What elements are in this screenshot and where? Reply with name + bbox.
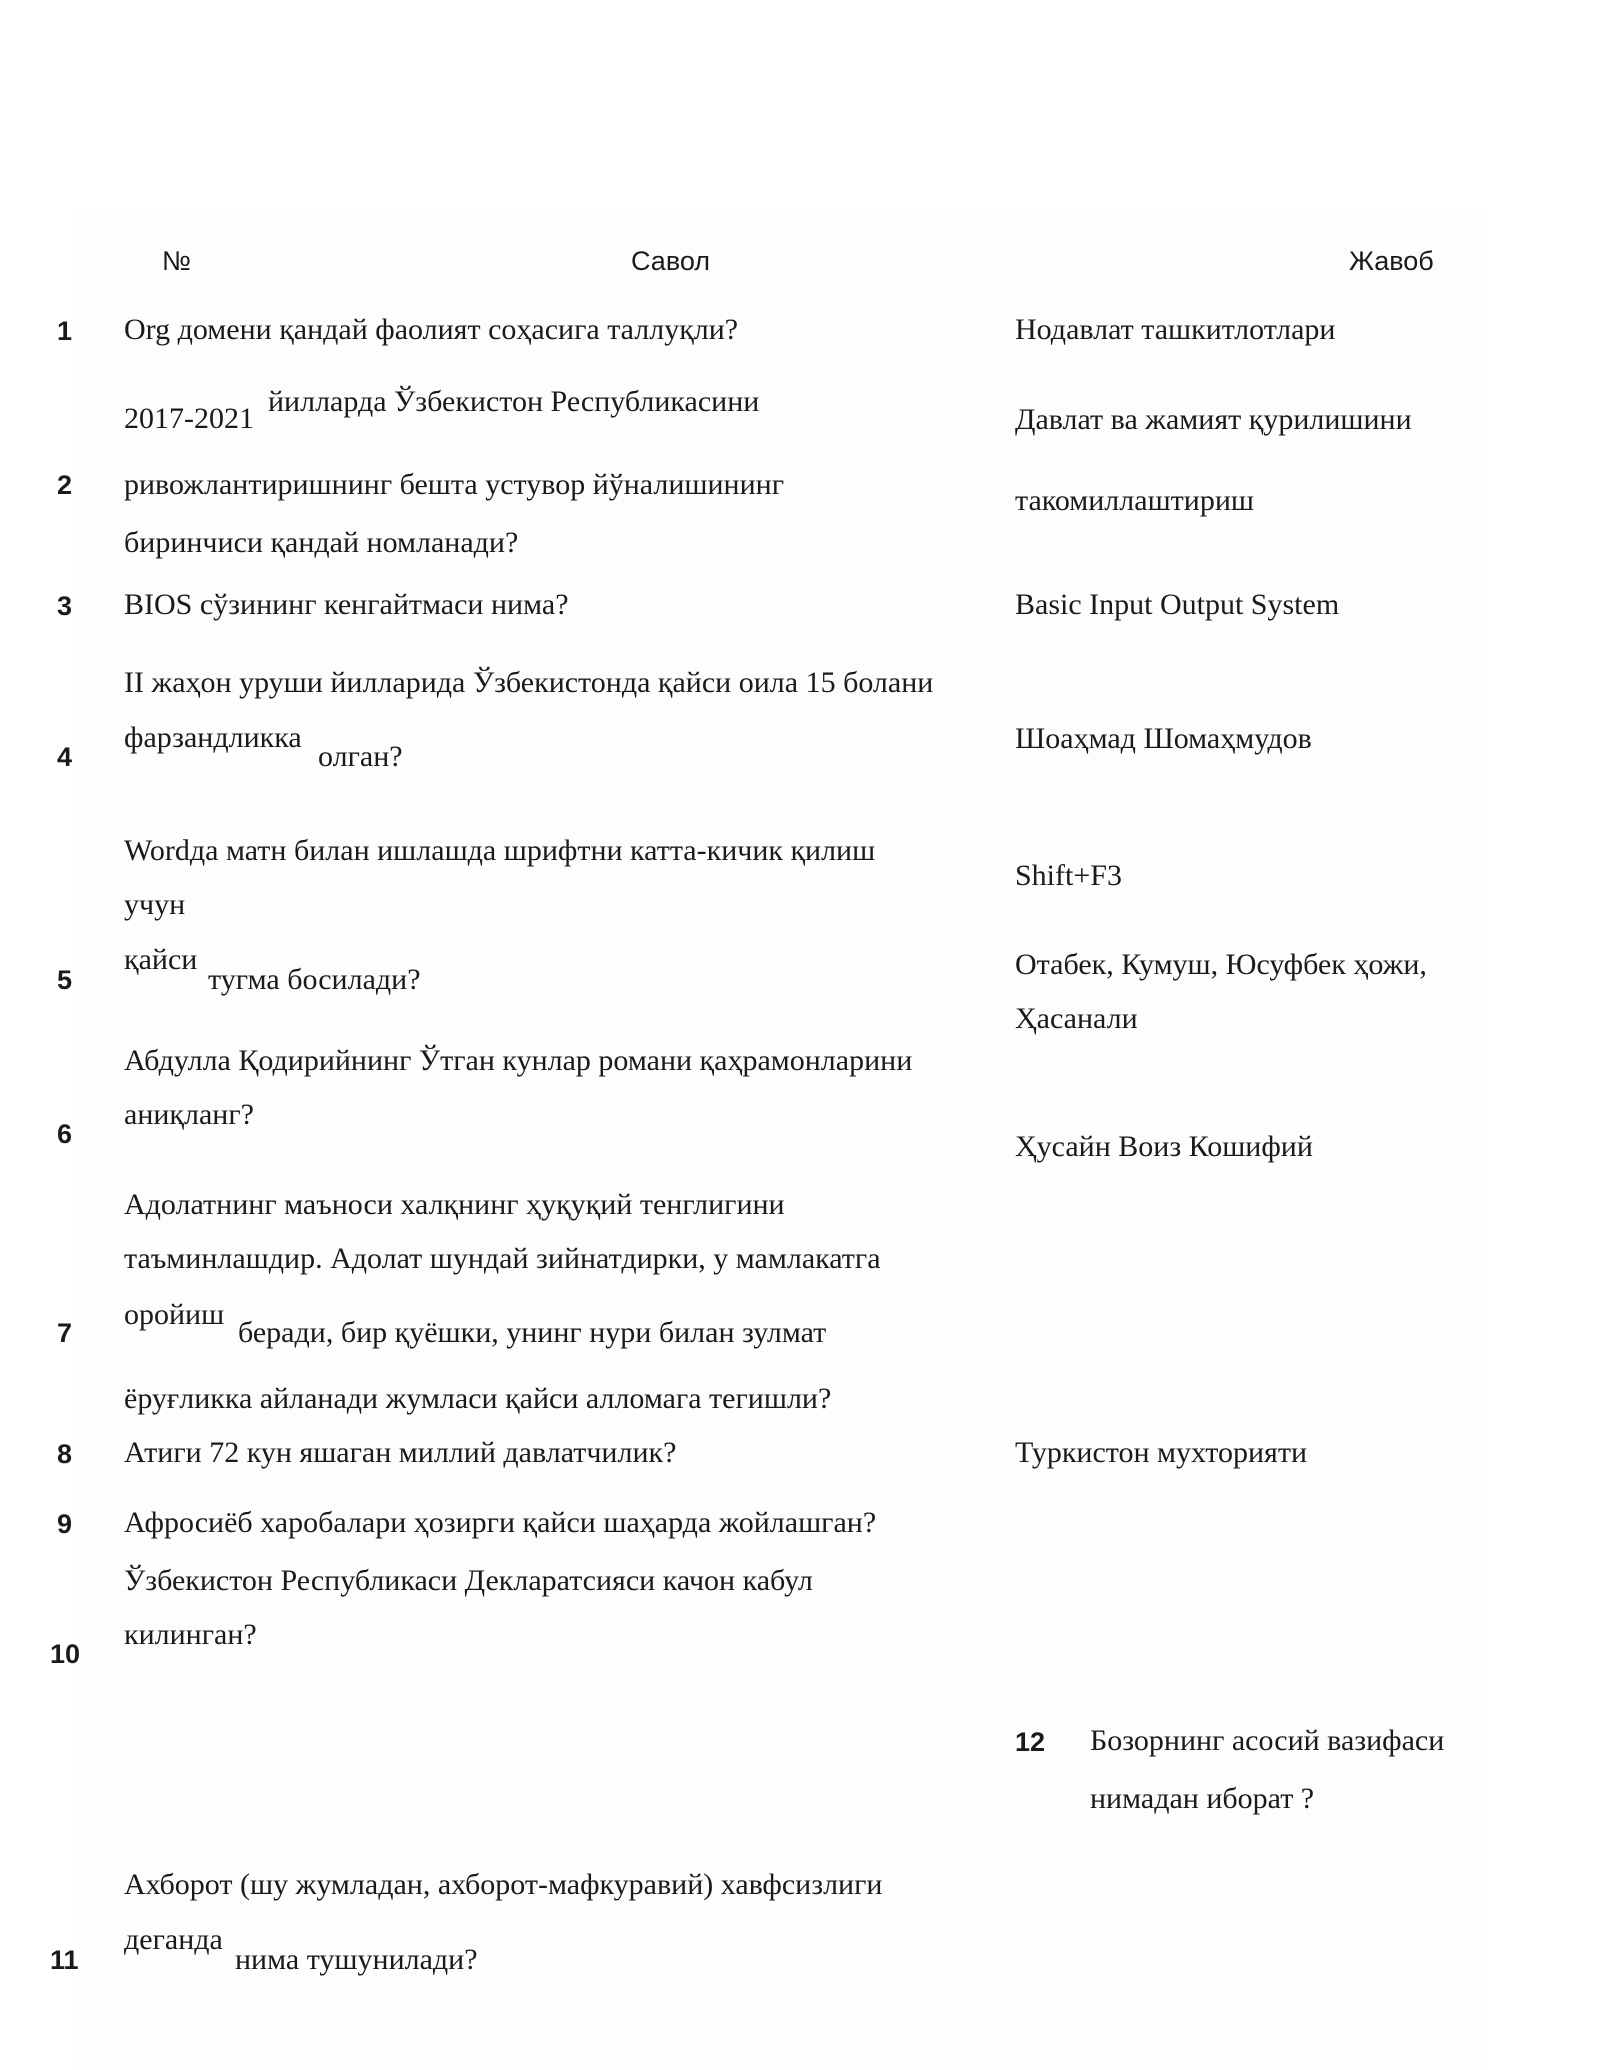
question-text: биринчиси қандай номланади? xyxy=(124,526,519,559)
question-text: Ахборот (шу жумладан, ахборот-мафкуравий) хавфсизлиги xyxy=(124,1868,883,1901)
answer-text: Шоаҳмад Шомаҳмудов xyxy=(1015,722,1312,755)
question-text: нимадан иборат ? xyxy=(1090,1782,1315,1815)
question-text: тугма босилади? xyxy=(208,963,421,996)
question-text: ривожлантиришнинг бешта устувор йўналишининг xyxy=(124,468,785,501)
question-text: Атиги 72 кун яшаган миллий давлатчилик? xyxy=(124,1436,677,1469)
row-number: 12 xyxy=(1015,1727,1046,1757)
answer-text: Ҳусайн Воиз Кошифий xyxy=(1015,1130,1313,1163)
answer-text: Давлат ва жамият қурилишини xyxy=(1015,403,1412,436)
question-text: йилларда Ўзбекистон Республикасини xyxy=(268,385,760,418)
question-text: Org домени қандай фаолият соҳасига таллуқли? xyxy=(124,313,739,346)
answer-text: Shift+F3 xyxy=(1015,859,1122,892)
question-text: нима тушунилади? xyxy=(235,1943,478,1976)
answer-text: Basic Input Output System xyxy=(1015,588,1340,621)
question-text: олган? xyxy=(318,740,403,773)
row-number: 11 xyxy=(50,1945,79,1975)
row-number: 5 xyxy=(57,965,73,995)
row-number: 9 xyxy=(57,1509,73,1539)
question-text: учун xyxy=(124,888,186,921)
answer-text: Туркистон мухторияти xyxy=(1015,1436,1308,1469)
question-text: беради, бир қуёшки, унинг нури билан зулмат xyxy=(238,1316,827,1349)
question-text: Бозорнинг асосий вазифаси xyxy=(1090,1724,1445,1757)
question-text: ёруғликка айланади жумласи қайси алломага тегишли? xyxy=(124,1382,832,1415)
answer-text: Отабек, Кумуш, Юсуфбек ҳожи, xyxy=(1015,948,1427,981)
row-number: 1 xyxy=(57,316,73,346)
row-number: 2 xyxy=(57,470,73,500)
question-text: Афросиёб харобалари ҳозирги қайси шаҳарда жойлашган? xyxy=(124,1506,877,1539)
question-text: қайси xyxy=(124,943,198,976)
question-text: деганда xyxy=(124,1923,223,1956)
question-text: аниқланг? xyxy=(124,1098,254,1131)
question-text: Адолатнинг маъноси халқнинг ҳуқуқий тенглигини xyxy=(124,1188,785,1221)
question-text: II жаҳон уруши йилларида Ўзбекистонда қайси оила 15 болани xyxy=(124,666,934,699)
question-text: фарзандликка xyxy=(124,721,302,754)
question-text: BIOS сўзининг кенгайтмаси нима? xyxy=(124,588,569,621)
header-number: № xyxy=(162,246,191,276)
question-text: килинган? xyxy=(124,1618,257,1651)
answer-text: Ҳасанали xyxy=(1015,1002,1138,1035)
question-text: оройиш xyxy=(124,1298,225,1331)
row-number: 6 xyxy=(57,1119,73,1149)
question-text: Абдулла Қодирийнинг Ўтган кунлар романи қаҳрамонларини xyxy=(124,1044,913,1077)
answer-text: Нодавлат ташкитлотлари xyxy=(1015,313,1336,346)
row-number: 8 xyxy=(57,1439,73,1469)
header-answer: Жавоб xyxy=(1349,246,1434,276)
question-text: таъминлашдир. Адолат шундай зийнатдирки, у мамлакатга xyxy=(124,1242,881,1275)
answer-text: такомиллаштириш xyxy=(1015,484,1254,517)
question-text: 2017-2021 xyxy=(124,402,254,435)
row-number: 10 xyxy=(50,1639,81,1669)
question-text: Wordда матн билан ишлашда шрифтни катта-кичик қилиш xyxy=(124,834,876,867)
row-number: 4 xyxy=(57,742,73,772)
row-number: 3 xyxy=(57,591,73,621)
row-number: 7 xyxy=(57,1318,73,1348)
question-text: Ўзбекистон Республикаси Декларатсияси качон кабул xyxy=(124,1564,813,1597)
header-question: Савол xyxy=(631,246,711,276)
